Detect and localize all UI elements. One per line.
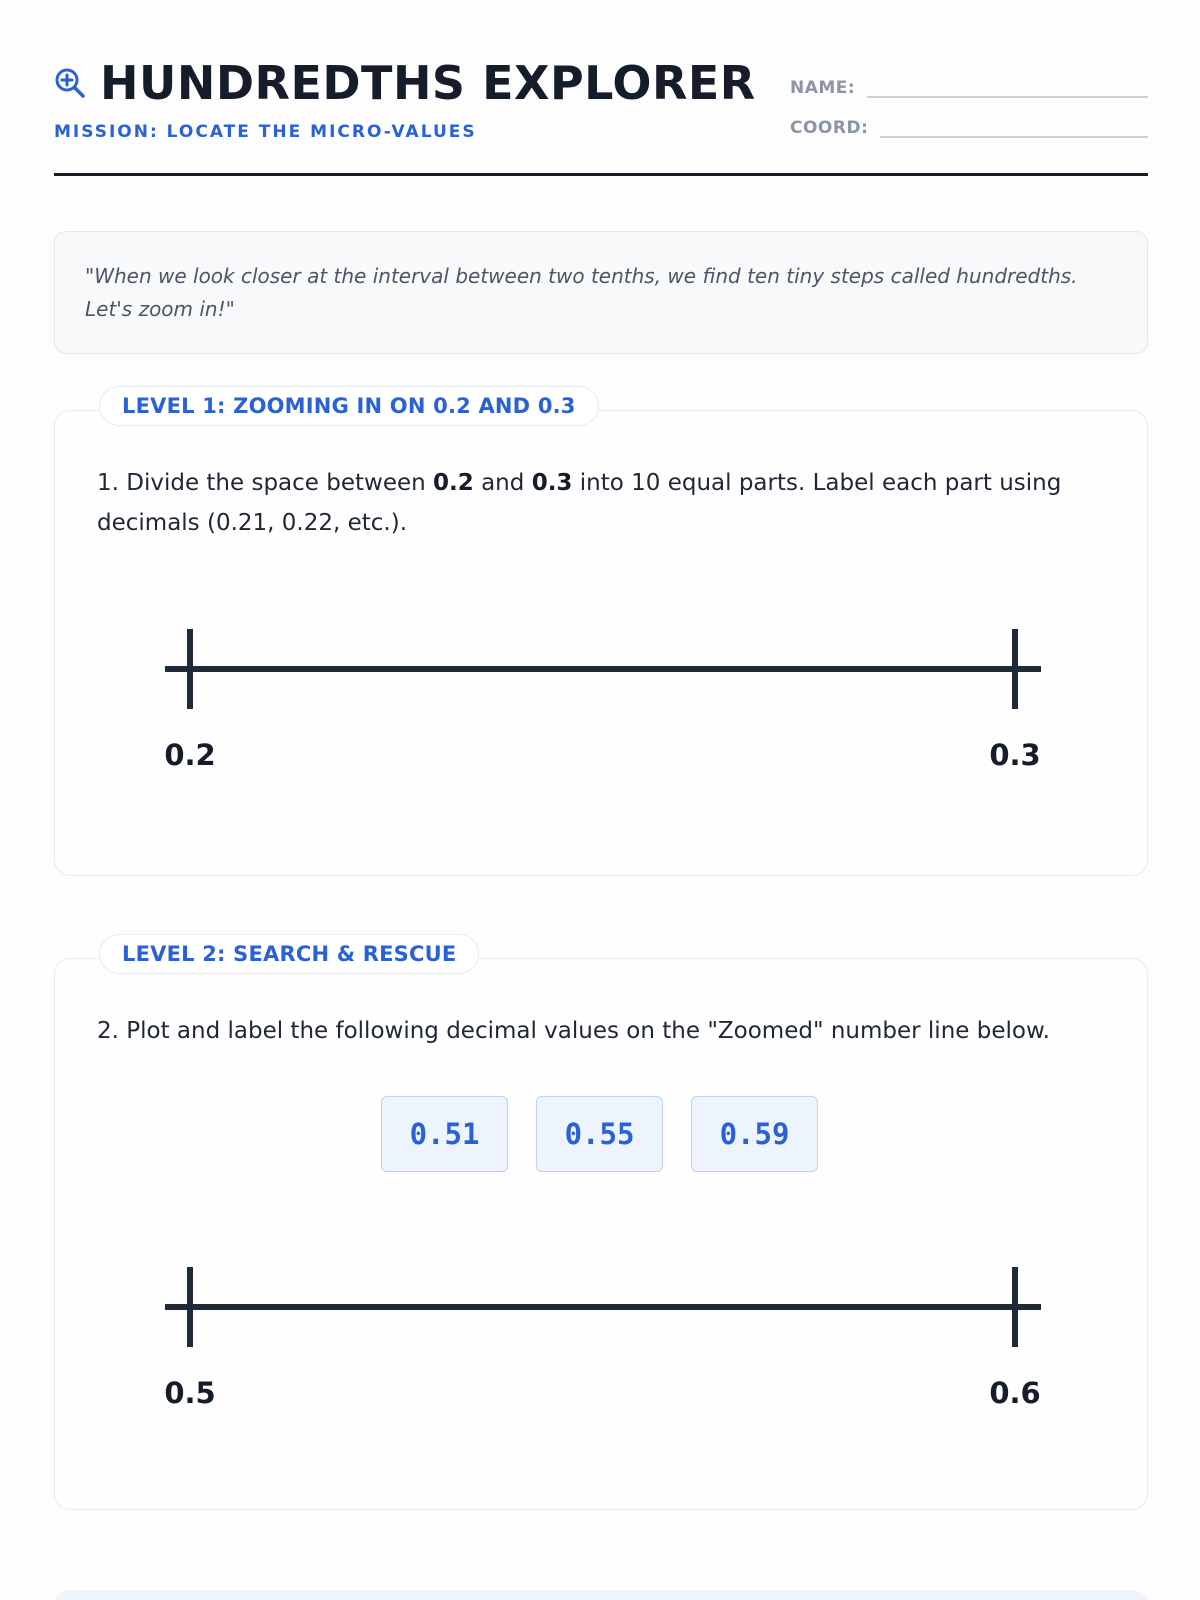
level-1-tab: LEVEL 1: ZOOMING IN ON 0.2 AND 0.3 bbox=[99, 386, 599, 426]
number-line-2 bbox=[55, 1263, 1149, 1423]
number-line-1 bbox=[55, 625, 1149, 785]
page-title: HUNDREDTHS EXPLORER bbox=[100, 56, 756, 110]
value-chip: 0.51 bbox=[381, 1096, 508, 1172]
q1-text-post: into 10 equal parts. Label each part using decimals (0.21, 0.22, etc.). bbox=[97, 470, 1062, 536]
level-2-question: 2. Plot and label the following decimal values on the "Zoomed" number line below. bbox=[97, 1018, 1050, 1044]
coord-field[interactable] bbox=[790, 98, 1148, 138]
next-section-edge bbox=[54, 1590, 1148, 1600]
header-divider bbox=[54, 173, 1148, 176]
q1-value-a: 0.2 bbox=[433, 470, 474, 496]
number-line-2-end-label: 0.6 bbox=[989, 1376, 1041, 1410]
intro-quote: "When we look closer at the interval between two tenths, we find ten tiny steps called hundredths. Let's zoom in!" bbox=[54, 231, 1148, 354]
number-line-1-end-label: 0.3 bbox=[989, 738, 1041, 772]
number-line-1-start-label: 0.2 bbox=[164, 738, 216, 772]
level-1-section bbox=[54, 394, 1148, 876]
value-chip: 0.59 bbox=[691, 1096, 818, 1172]
value-chip: 0.55 bbox=[536, 1096, 663, 1172]
value-chips bbox=[381, 1096, 818, 1172]
mission-subtitle: MISSION: LOCATE THE MICRO-VALUES bbox=[54, 122, 477, 142]
q1-value-b: 0.3 bbox=[531, 470, 573, 496]
coord-label: COORD: bbox=[790, 118, 869, 138]
coord-input-line[interactable] bbox=[880, 114, 1148, 138]
number-line-2-start-label: 0.5 bbox=[164, 1376, 216, 1410]
name-input-line[interactable] bbox=[867, 74, 1148, 98]
q1-text-pre: 1. Divide the space between bbox=[97, 470, 434, 496]
name-field[interactable] bbox=[790, 58, 1148, 98]
level-2-section bbox=[54, 942, 1148, 1510]
name-label: NAME: bbox=[790, 78, 856, 98]
student-fields bbox=[790, 58, 1148, 138]
level-1-question bbox=[97, 463, 1107, 543]
q1-text-mid: and bbox=[473, 470, 532, 496]
level-2-tab: LEVEL 2: SEARCH & RESCUE bbox=[99, 934, 479, 974]
zoom-in-icon bbox=[54, 67, 86, 99]
